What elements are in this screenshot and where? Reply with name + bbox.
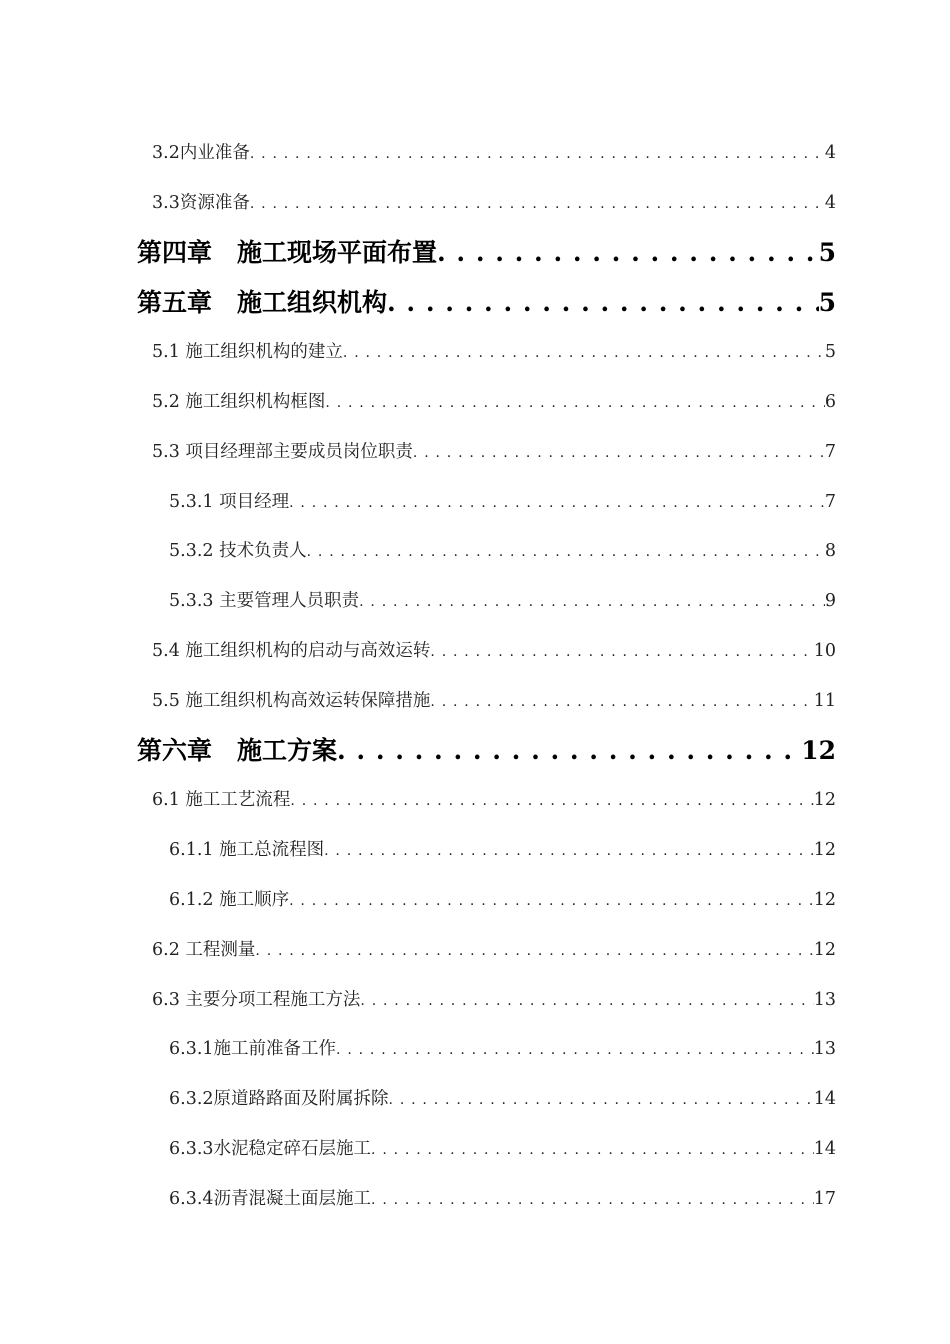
toc-entry-page: 13 <box>813 990 836 1010</box>
toc-leader-dots <box>324 843 814 859</box>
toc-leader-dots <box>371 1192 814 1208</box>
toc-entry-title: 5.2 施工组织机构框图 <box>152 392 326 412</box>
toc-entry-title: 6.3.2原道路路面及附属拆除 <box>169 1089 389 1109</box>
toc-subentry[interactable] <box>169 1135 836 1160</box>
toc-entry-title: 6.1.1 施工总流程图 <box>169 840 325 860</box>
toc-entry[interactable] <box>152 338 836 363</box>
toc-entry-page: 5 <box>818 238 836 267</box>
toc-leader-dots <box>430 694 813 710</box>
toc-leader-dots <box>359 594 825 610</box>
toc-entry-page: 12 <box>801 736 836 765</box>
toc-entry[interactable] <box>152 936 836 961</box>
toc-subentry[interactable] <box>169 836 836 861</box>
toc-entry-title: 5.5 施工组织机构高效运转保障措施 <box>152 691 431 711</box>
toc-entry-page: 8 <box>824 541 836 561</box>
toc-entry[interactable] <box>152 139 836 164</box>
toc-entry-page: 14 <box>813 1139 836 1159</box>
toc-entry-title: 3.2内业准备 <box>152 143 250 163</box>
toc-subentry[interactable] <box>169 1185 836 1210</box>
toc-leader-dots <box>337 736 801 765</box>
toc-subentry[interactable] <box>169 1085 836 1110</box>
toc-entry-title: 5.4 施工组织机构的启动与高效运转 <box>152 641 431 661</box>
toc-leader-dots <box>250 196 825 212</box>
toc-leader-dots <box>290 793 813 809</box>
toc-entry-title: 5.3.2 技术负责人 <box>169 541 307 561</box>
toc-chapter-entry[interactable] <box>137 731 836 767</box>
toc-entry-page: 10 <box>813 641 836 661</box>
toc-entry-page: 12 <box>813 840 836 860</box>
toc-entry[interactable] <box>152 687 836 712</box>
toc-leader-dots <box>387 288 819 317</box>
toc-entry[interactable] <box>152 637 836 662</box>
toc-entry-page: 5 <box>824 342 836 362</box>
toc-entry[interactable] <box>152 438 836 463</box>
toc-entry-title: 5.3.3 主要管理人员职责 <box>169 591 360 611</box>
toc-leader-dots <box>413 445 825 461</box>
toc-entry[interactable] <box>152 189 836 214</box>
toc-entry-title: 5.3 项目经理部主要成员岗位职责 <box>152 442 413 462</box>
toc-entry-title: 6.1.2 施工顺序 <box>169 890 290 910</box>
toc-leader-dots <box>371 1142 814 1158</box>
toc-chapter-entry[interactable] <box>137 283 836 319</box>
toc-entry-page: 13 <box>813 1039 836 1059</box>
toc-entry-title: 5.3.1 项目经理 <box>169 492 290 512</box>
toc-entry-title: 6.3 主要分项工程施工方法 <box>152 990 361 1010</box>
toc-entry-title: 6.3.4沥青混凝土面层施工 <box>169 1189 372 1209</box>
toc-chapter-entry[interactable] <box>137 233 836 269</box>
toc-entry-title: 3.3资源准备 <box>152 193 250 213</box>
toc-leader-dots <box>307 544 825 560</box>
toc-leader-dots <box>325 395 824 411</box>
toc-subentry[interactable] <box>169 587 836 612</box>
toc-entry-page: 6 <box>824 392 836 412</box>
toc-leader-dots <box>437 238 819 267</box>
toc-entry-page: 12 <box>813 940 836 960</box>
toc-entry-title: 第六章 施工方案 <box>137 736 338 765</box>
toc-entry-page: 4 <box>824 143 836 163</box>
toc-leader-dots <box>389 1092 814 1108</box>
toc-entry-page: 7 <box>824 442 836 462</box>
toc-leader-dots <box>289 495 825 511</box>
toc-entry-page: 4 <box>824 193 836 213</box>
toc-entry-title: 第五章 施工组织机构 <box>137 288 388 317</box>
toc-leader-dots <box>250 146 825 162</box>
toc-entry-page: 7 <box>824 492 836 512</box>
toc-entry-page: 17 <box>813 1189 836 1209</box>
toc-entry-page: 12 <box>813 790 836 810</box>
toc-entry-title: 第四章 施工现场平面布置 <box>137 238 438 267</box>
toc-entry[interactable] <box>152 986 836 1011</box>
toc-entry-page: 5 <box>818 288 836 317</box>
toc-leader-dots <box>255 943 813 959</box>
toc-subentry[interactable] <box>169 537 836 562</box>
toc-entry-title: 5.1 施工组织机构的建立 <box>152 342 343 362</box>
toc-entry-page: 12 <box>813 890 836 910</box>
toc-entry-page: 11 <box>813 691 836 711</box>
toc-entry-title: 6.3.1施工前准备工作 <box>169 1039 337 1059</box>
toc-subentry[interactable] <box>169 1035 836 1060</box>
toc-entry-title: 6.1 施工工艺流程 <box>152 790 291 810</box>
toc-leader-dots <box>343 345 825 361</box>
toc-subentry[interactable] <box>169 886 836 911</box>
toc-leader-dots <box>336 1042 814 1058</box>
toc-entry-page: 9 <box>824 591 836 611</box>
toc-entry[interactable] <box>152 786 836 811</box>
toc-leader-dots <box>360 993 813 1009</box>
toc-entry-title: 6.3.3水泥稳定碎石层施工 <box>169 1139 372 1159</box>
toc-leader-dots <box>430 644 813 660</box>
toc-entry-page: 14 <box>813 1089 836 1109</box>
toc-entry[interactable] <box>152 388 836 413</box>
toc-subentry[interactable] <box>169 488 836 513</box>
toc-entry-title: 6.2 工程测量 <box>152 940 256 960</box>
toc-leader-dots <box>289 893 814 909</box>
